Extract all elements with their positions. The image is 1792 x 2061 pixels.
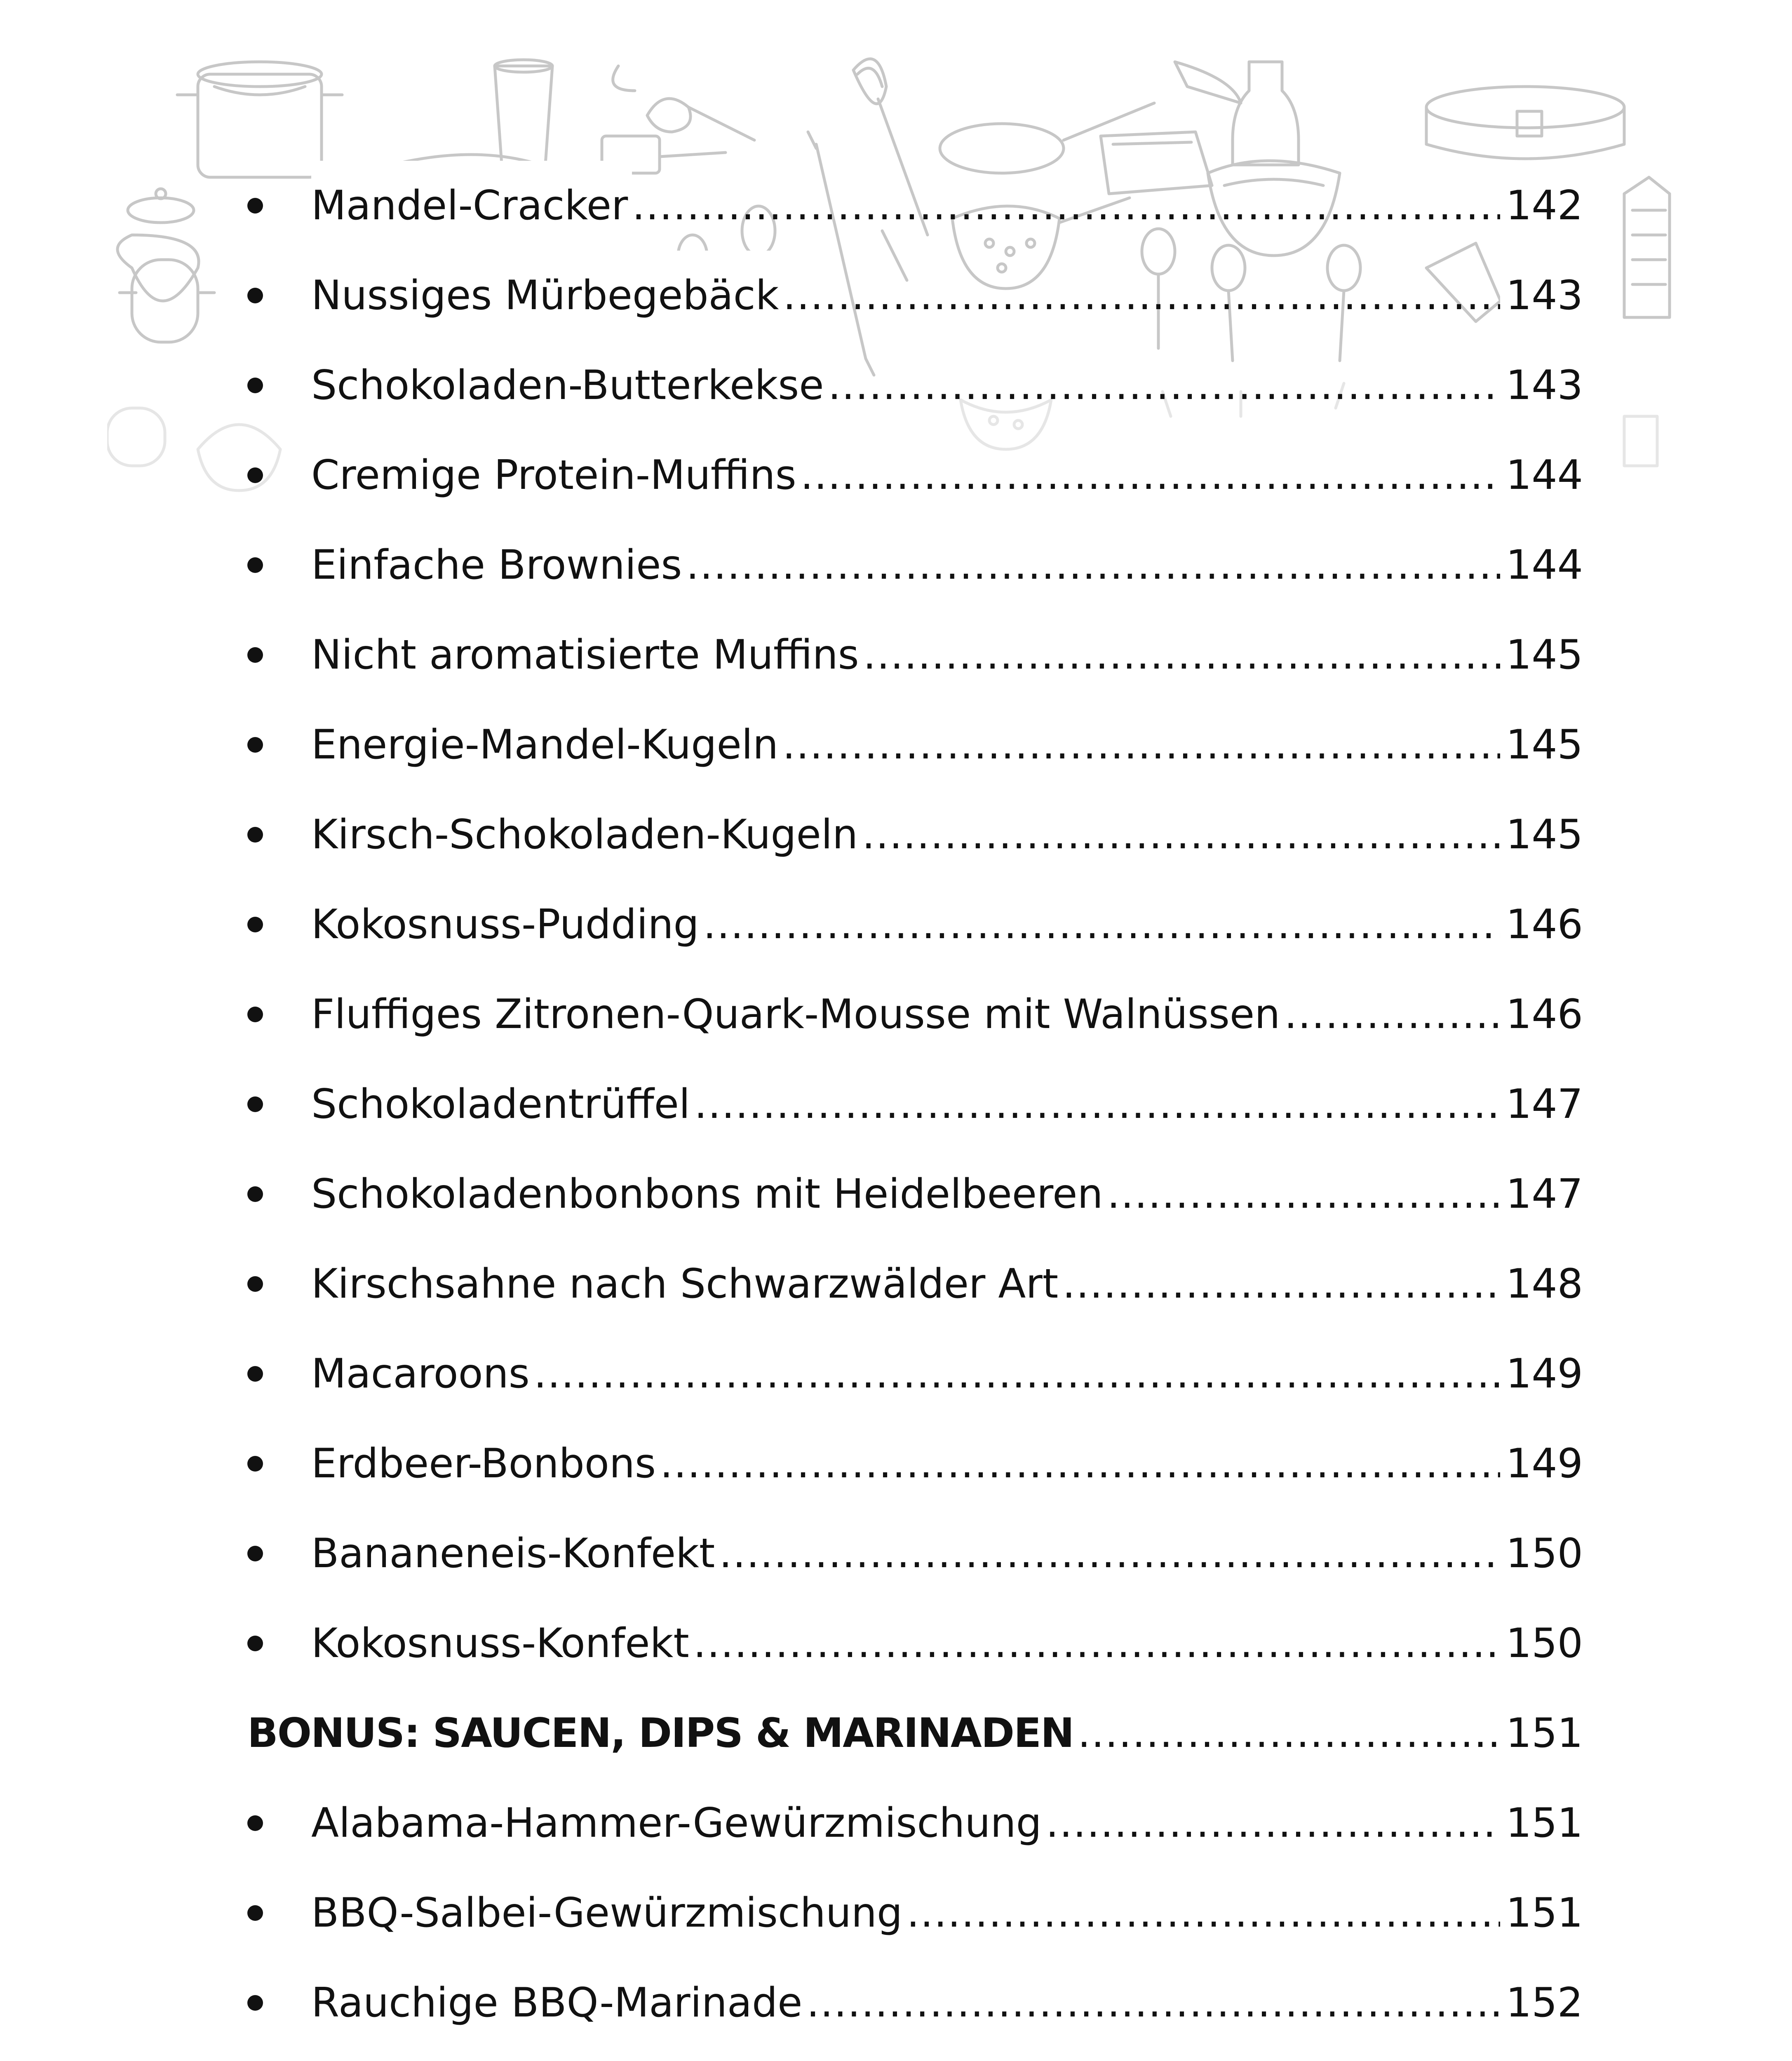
toc-entry-title: Cremige Protein-Muffins bbox=[311, 430, 801, 520]
dot-leader bbox=[783, 251, 1500, 340]
stock-pot-icon bbox=[177, 62, 342, 177]
toc-entry-page bbox=[1500, 2048, 1583, 2061]
toc-entry-title: BBQ-Salbei-Gewürzmischung bbox=[311, 1868, 907, 1958]
toc-entry-page: 142 bbox=[1500, 161, 1583, 251]
toc-entry-page: 150 bbox=[1500, 1599, 1583, 1688]
toc-entry[interactable] bbox=[247, 2048, 1583, 2061]
toc-entry[interactable] bbox=[247, 1509, 1583, 1599]
dot-leader bbox=[806, 1958, 1500, 2048]
bullet-icon bbox=[247, 1815, 263, 1831]
toc-entry-title: Bananeneis-Konfekt bbox=[311, 1509, 719, 1599]
toc-entry[interactable] bbox=[247, 1329, 1583, 1419]
toc-entry[interactable] bbox=[247, 1868, 1583, 1958]
toc-entry-title: Alabama-Hammer-Gewürzmischung bbox=[311, 1778, 1046, 1868]
toc-section-heading[interactable] bbox=[247, 1688, 1583, 1778]
toc-entry-page: 149 bbox=[1500, 1419, 1583, 1509]
toc-entry-page: 146 bbox=[1500, 969, 1583, 1059]
dot-leader bbox=[703, 880, 1500, 969]
bullet-icon bbox=[247, 1546, 263, 1561]
bullet-icon bbox=[247, 288, 263, 303]
toc-entry-title: Nicht aromatisierte Muffins bbox=[311, 610, 863, 700]
toc-entry[interactable] bbox=[247, 520, 1583, 610]
toc-entry-title: Kokosnuss-Pudding bbox=[311, 880, 703, 969]
toc-entry-page: 151 bbox=[1500, 1778, 1583, 1868]
toc-entry-page: 150 bbox=[1500, 1509, 1583, 1599]
toc-entry[interactable] bbox=[247, 700, 1583, 790]
bullet-icon bbox=[247, 378, 263, 393]
toc-entry-title: Schokoladenbonbons mit Heidelbeeren bbox=[311, 1149, 1107, 1239]
toc-entry[interactable] bbox=[247, 1239, 1583, 1329]
toc-entry[interactable] bbox=[247, 610, 1583, 700]
knife-icon bbox=[1175, 62, 1241, 103]
toc-entry[interactable] bbox=[247, 430, 1583, 520]
toc-entry-page: 151 bbox=[1500, 1868, 1583, 1958]
toc-entry-page: 145 bbox=[1500, 610, 1583, 700]
grater-icon bbox=[1624, 177, 1670, 317]
toc-entry[interactable] bbox=[247, 1059, 1583, 1149]
bullet-icon bbox=[247, 557, 263, 573]
dot-leader bbox=[1284, 969, 1500, 1059]
bullet-icon bbox=[247, 1366, 263, 1382]
lidded-pot-icon bbox=[117, 189, 214, 342]
carafe-icon bbox=[1233, 62, 1299, 165]
bullet-icon bbox=[247, 1186, 263, 1202]
toc-entry-page: 151 bbox=[1500, 1688, 1583, 1778]
toc-entry-title: Macaroons bbox=[311, 1329, 534, 1419]
bullet-icon bbox=[247, 917, 263, 932]
bullet-icon bbox=[247, 1276, 263, 1292]
dot-leader bbox=[1107, 1149, 1500, 1239]
toc-entry-page: 143 bbox=[1500, 340, 1583, 430]
bullet-icon bbox=[247, 827, 263, 843]
springform-pan-icon bbox=[1426, 87, 1624, 159]
dot-leader bbox=[534, 1329, 1500, 1419]
toc-entry-title: Kirsch-Schokoladen-Kugeln bbox=[311, 790, 862, 880]
dot-leader bbox=[828, 340, 1500, 430]
dot-leader bbox=[862, 790, 1500, 880]
toc-entry-page: 147 bbox=[1500, 1149, 1583, 1239]
toc-entry-title bbox=[311, 2048, 961, 2061]
bullet-icon bbox=[247, 1096, 263, 1112]
toc-entry-page: 147 bbox=[1500, 1059, 1583, 1149]
toc-entry-title: Energie-Mandel-Kugeln bbox=[311, 700, 782, 790]
toc-entry-page: 149 bbox=[1500, 1329, 1583, 1419]
toc-entry-title: Schokoladen-Butterkekse bbox=[311, 340, 828, 430]
toc-entry[interactable] bbox=[247, 161, 1583, 251]
toc-entry-title: Erdbeer-Bonbons bbox=[311, 1419, 660, 1509]
bullet-icon bbox=[247, 198, 263, 214]
dot-leader bbox=[1046, 1778, 1500, 1868]
toc-entry-page: 146 bbox=[1500, 880, 1583, 969]
bullet-icon bbox=[247, 647, 263, 663]
dot-leader bbox=[632, 161, 1500, 251]
dot-leader bbox=[1062, 1239, 1500, 1329]
toc-entry-title: Kirschsahne nach Schwarzwälder Art bbox=[311, 1239, 1062, 1329]
toc-entry-page: 145 bbox=[1500, 700, 1583, 790]
dot-leader bbox=[686, 520, 1500, 610]
dot-leader bbox=[1078, 1688, 1500, 1778]
toc-entry-title: Nussiges Mürbegebäck bbox=[311, 251, 783, 340]
toc-entry-title: Einfache Brownies bbox=[311, 520, 686, 610]
toc-entry-title: Schokoladentrüffel bbox=[311, 1059, 694, 1149]
dot-leader bbox=[801, 430, 1500, 520]
dot-leader bbox=[907, 1868, 1500, 1958]
toc-entry-page: 148 bbox=[1500, 1239, 1583, 1329]
toc-entry[interactable] bbox=[247, 1599, 1583, 1688]
ladle-icon bbox=[613, 66, 754, 140]
toc-section-title: BONUS: SAUCEN, DIPS & MARINADEN bbox=[247, 1688, 1078, 1778]
bullet-icon bbox=[247, 1995, 263, 2011]
toc-entry-page: 145 bbox=[1500, 790, 1583, 880]
toc-entry[interactable] bbox=[247, 790, 1583, 880]
dot-leader bbox=[863, 610, 1500, 700]
bullet-icon bbox=[247, 1456, 263, 1472]
toc-entry-page: 144 bbox=[1500, 520, 1583, 610]
toc-entry-title: Fluffiges Zitronen-Quark-Mousse mit Walnüssen bbox=[311, 969, 1284, 1059]
bullet-icon bbox=[247, 1905, 263, 1921]
toc-entry-title: Rauchige BBQ-Marinade bbox=[311, 1958, 806, 2048]
toc-entry[interactable] bbox=[247, 1958, 1583, 2048]
toc-entry-title: Kokosnuss-Konfekt bbox=[311, 1599, 693, 1688]
toc-entry-page: 143 bbox=[1500, 251, 1583, 340]
toc-entry[interactable] bbox=[247, 1778, 1583, 1868]
table-of-contents bbox=[247, 161, 1583, 2061]
toc-entry[interactable] bbox=[247, 969, 1583, 1059]
bullet-icon bbox=[247, 737, 263, 753]
dot-leader bbox=[782, 700, 1500, 790]
dot-leader bbox=[961, 2048, 1500, 2061]
toc-entry[interactable] bbox=[247, 1149, 1583, 1239]
dot-leader bbox=[694, 1059, 1500, 1149]
toc-entry[interactable] bbox=[247, 340, 1583, 430]
dot-leader bbox=[660, 1419, 1500, 1509]
toc-entry-page: 144 bbox=[1500, 430, 1583, 520]
toc-entry[interactable] bbox=[247, 1419, 1583, 1509]
bullet-icon bbox=[247, 1636, 263, 1651]
toc-entry[interactable] bbox=[247, 251, 1583, 340]
dot-leader bbox=[719, 1509, 1500, 1599]
toc-entry-page: 152 bbox=[1500, 1958, 1583, 2048]
toc-entry[interactable] bbox=[247, 880, 1583, 969]
bullet-icon bbox=[247, 1007, 263, 1022]
toc-entry-title: Mandel-Cracker bbox=[311, 161, 632, 251]
dot-leader bbox=[693, 1599, 1500, 1688]
bullet-icon bbox=[247, 467, 263, 483]
